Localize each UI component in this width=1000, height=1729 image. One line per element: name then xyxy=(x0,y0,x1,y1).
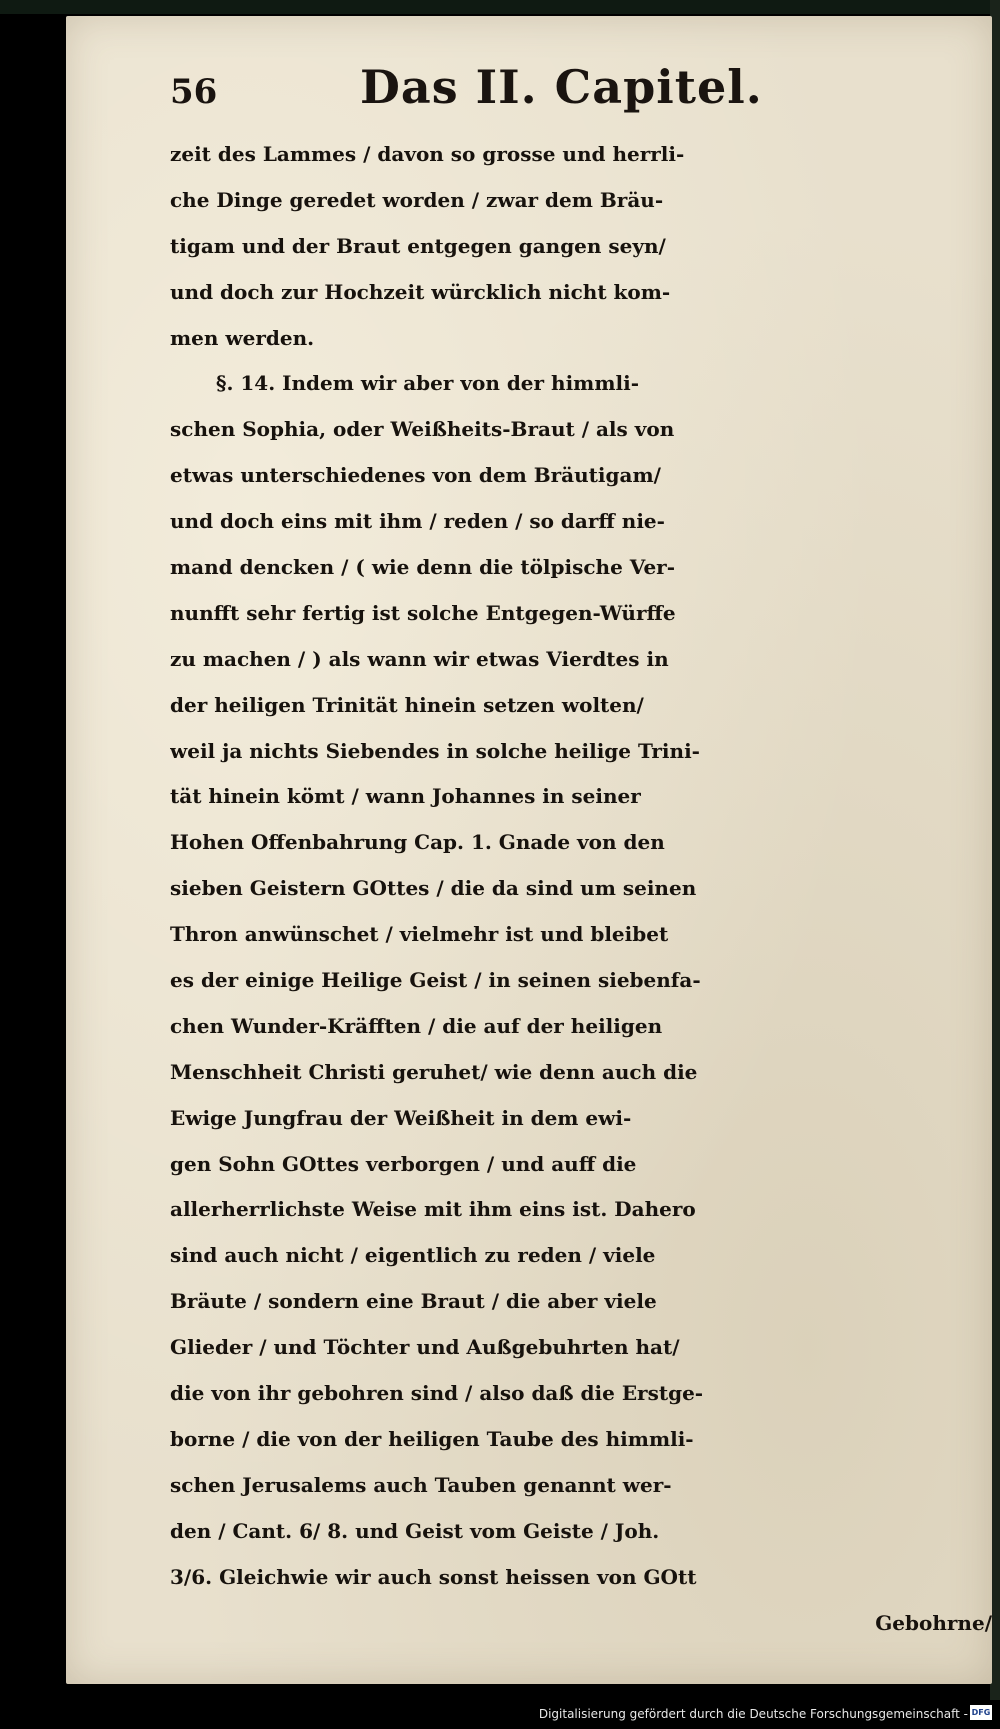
text-line: 3/6. Gleichwie wir auch sonst heissen von GOtt xyxy=(170,1564,697,1589)
text-line: nunfft sehr fertig ist solche Entgegen-Würffe xyxy=(170,600,676,625)
text-line: Ewige Jungfrau der Weißheit in dem ewi- xyxy=(170,1105,632,1130)
text-line: Menschheit Christi geruhet/ wie denn auch die xyxy=(170,1059,698,1084)
text-line: und doch eins mit ihm / reden / so darff nie- xyxy=(170,509,665,534)
text-line: che Dinge geredet worden / zwar dem Bräu- xyxy=(170,187,664,212)
text-line: tät hinein kömt / wann Johannes in seiner xyxy=(170,784,641,809)
catchword: Gebohrne/ xyxy=(875,1610,992,1635)
text-line: weil ja nichts Siebendes in solche heilige Trini- xyxy=(170,738,700,763)
page-header xyxy=(170,60,1000,132)
text-line: etwas unterschiedenes von dem Bräutigam/ xyxy=(170,463,661,488)
running-title: Das II. Capitel. xyxy=(360,60,763,114)
text-line: sieben Geistern GOttes / die da sind um seinen xyxy=(170,876,697,901)
text-line: der heiligen Trinität hinein setzen wolten/ xyxy=(170,692,644,717)
text-line: tigam und der Braut entgegen gangen seyn/ xyxy=(170,233,666,258)
page-content xyxy=(170,60,1000,1646)
scanner-frame-top xyxy=(0,0,1000,14)
text-line: zeit des Lammes / davon so grosse und herrli- xyxy=(170,142,685,166)
page-number: 56 xyxy=(170,72,218,112)
paragraph-start-line: §. 14. Indem wir aber von der himmli- xyxy=(216,371,639,396)
text-line: Glieder / und Töchter und Außgebuhrten hat/ xyxy=(170,1335,680,1360)
dfg-logo-icon: DFG xyxy=(970,1705,992,1720)
text-line: Thron anwünschet / vielmehr ist und bleibet xyxy=(170,922,669,947)
body-text xyxy=(170,132,1000,1646)
text-line: und doch zur Hochzeit würcklich nicht kom- xyxy=(170,279,671,304)
text-line: die von ihr gebohren sind / also daß die Erstge- xyxy=(170,1381,704,1406)
text-line: allerherrlichste Weise mit ihm eins ist. Dahero xyxy=(170,1197,696,1222)
text-line: es der einige Heilige Geist / in seinen siebenfa- xyxy=(170,968,701,993)
text-line: borne / die von der heiligen Taube des himmli- xyxy=(170,1426,694,1451)
text-line: zu machen / ) als wann wir etwas Vierdtes in xyxy=(170,646,669,671)
text-line: schen Sophia, oder Weißheits-Braut / als von xyxy=(170,417,675,442)
text-line: Hohen Offenbahrung Cap. 1. Gnade von den xyxy=(170,830,665,855)
text-line: schen Jerusalems auch Tauben genannt wer- xyxy=(170,1472,672,1497)
text-line: chen Wunder-Kräfften / die auf der heiligen xyxy=(170,1013,663,1038)
text-line: Bräute / sondern eine Braut / die aber viele xyxy=(170,1289,657,1314)
text-line: den / Cant. 6/ 8. und Geist vom Geiste / Joh. xyxy=(170,1518,660,1543)
book-page xyxy=(66,16,992,1684)
text-line: men werden. xyxy=(170,325,315,350)
text-line: sind auch nicht / eigentlich zu reden / viele xyxy=(170,1243,656,1268)
text-line: mand dencken / ( wie denn die tölpische Ver- xyxy=(170,555,676,580)
text-line: gen Sohn GOttes verborgen / und auff die xyxy=(170,1151,637,1176)
digitization-credit: Digitalisierung gefördert durch die Deutsche Forschungsgemeinschaft - xyxy=(538,1707,968,1721)
